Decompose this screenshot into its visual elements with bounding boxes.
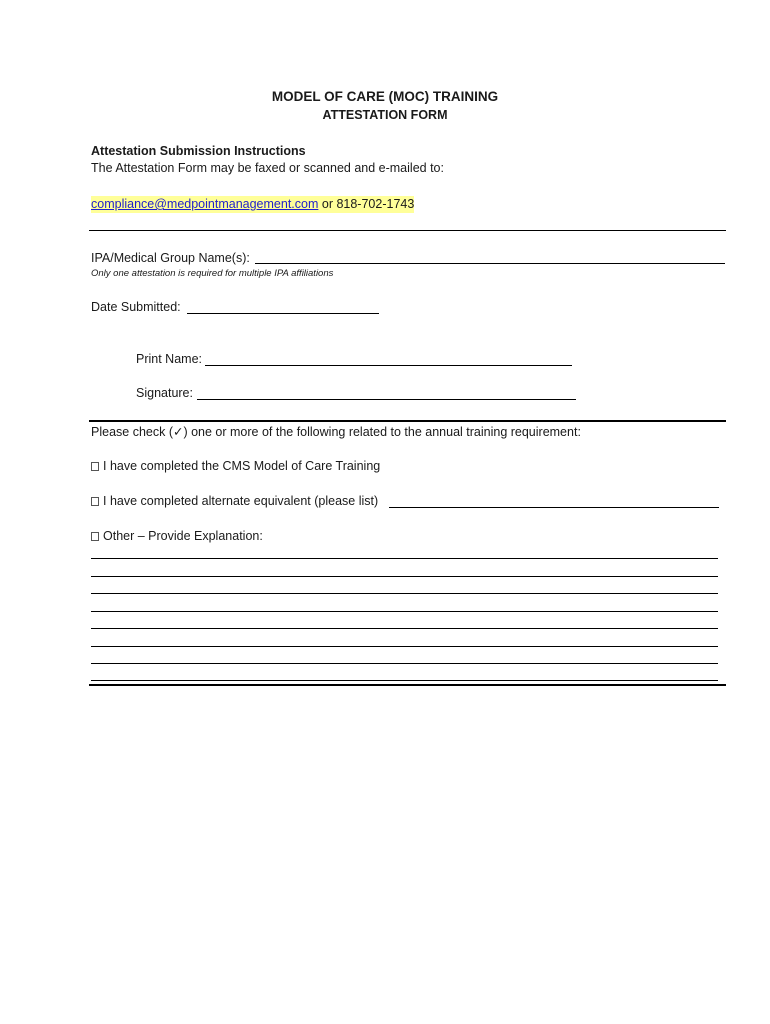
- contact-line: [91, 196, 414, 212]
- check-prompt: Please check (✓) one or more of the following related to the annual training requirement:: [91, 425, 581, 439]
- checkbox-cms-training[interactable]: [91, 462, 99, 471]
- print-name-label: Print Name:: [136, 352, 202, 366]
- signature-label: Signature:: [136, 386, 193, 400]
- option-cms-training-label: I have completed the CMS Model of Care Training: [103, 459, 381, 473]
- explanation-line[interactable]: [91, 593, 718, 594]
- print-name-field[interactable]: [205, 365, 572, 366]
- ipa-note: Only one attestation is required for multiple IPA affiliations: [91, 268, 334, 279]
- form-title: MODEL OF CARE (MOC) TRAINING: [271, 89, 499, 104]
- email-link[interactable]: compliance@medpointmanagement.com: [91, 197, 319, 211]
- instructions-body: The Attestation Form may be faxed or scanned and e-mailed to:: [91, 161, 444, 175]
- explanation-line[interactable]: [91, 558, 718, 559]
- instructions-heading: Attestation Submission Instructions: [91, 144, 306, 158]
- form-subtitle: ATTESTATION FORM: [322, 108, 448, 122]
- option-alternate-equivalent: [91, 493, 378, 509]
- explanation-line[interactable]: [91, 628, 718, 629]
- checkbox-other[interactable]: [91, 532, 99, 541]
- section-divider-thick: [89, 420, 726, 422]
- option-other-label: Other – Provide Explanation:: [103, 529, 263, 543]
- section-divider: [89, 230, 726, 231]
- option-other: [91, 528, 263, 544]
- fax-number: or 818-702-1743: [318, 197, 415, 211]
- date-submitted-field[interactable]: [187, 313, 379, 314]
- explanation-line[interactable]: [91, 611, 718, 612]
- explanation-line[interactable]: [91, 646, 718, 647]
- date-submitted-label: Date Submitted:: [91, 300, 181, 314]
- signature-field[interactable]: [197, 399, 576, 400]
- checkbox-alternate-equivalent[interactable]: [91, 497, 99, 506]
- ipa-label: IPA/Medical Group Name(s):: [91, 251, 250, 265]
- option-alternate-equivalent-label: I have completed alternate equivalent (please list): [103, 494, 379, 508]
- ipa-name-field[interactable]: [255, 263, 725, 264]
- explanation-line[interactable]: [91, 576, 718, 577]
- explanation-line[interactable]: [91, 663, 718, 664]
- explanation-line[interactable]: [91, 680, 718, 681]
- bottom-divider: [89, 684, 726, 686]
- option-cms-training: [91, 458, 380, 474]
- alternate-equivalent-field[interactable]: [389, 507, 719, 508]
